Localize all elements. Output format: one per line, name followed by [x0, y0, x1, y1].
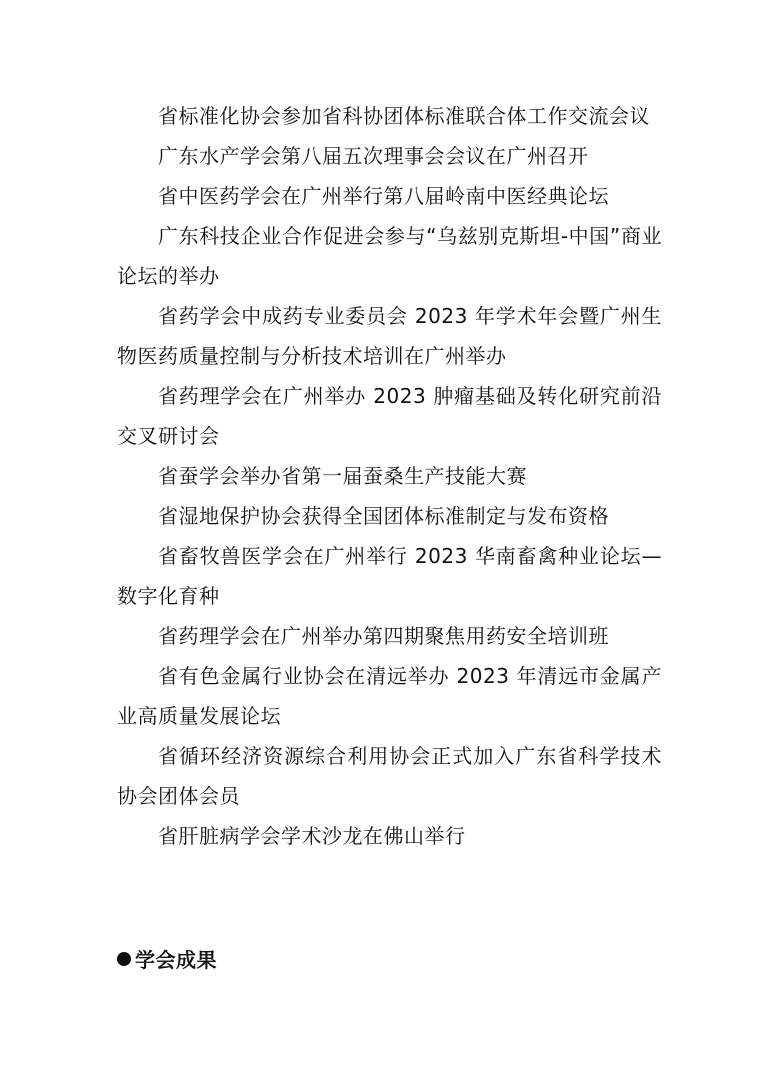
list-item: 省畜牧兽医学会在广州举行 2023 华南畜禽种业论坛—数字化育种	[117, 544, 662, 608]
list-item: 省肝脏病学会学术沙龙在佛山举行	[158, 824, 466, 848]
list-item: 省标准化协会参加省科协团体标准联合体工作交流会议	[158, 104, 650, 128]
list-item: 省药理学会在广州举办 2023 肿瘤基础及转化研究前沿交叉研讨会	[117, 384, 662, 448]
bullet-icon	[117, 952, 131, 966]
section-title: 学会成果	[135, 948, 217, 972]
news-list	[117, 96, 662, 856]
list-item: 省有色金属行业协会在清远举办 2023 年清远市金属产业高质量发展论坛	[117, 664, 662, 728]
section-heading	[117, 940, 217, 980]
list-item: 省药学会中成药专业委员会 2023 年学术年会暨广州生物医药质量控制与分析技术培训在广州举办	[117, 304, 662, 368]
list-item: 广东科技企业合作促进会参与“乌兹别克斯坦-中国”商业论坛的举办	[117, 224, 662, 288]
list-item: 省药理学会在广州举办第四期聚焦用药安全培训班	[158, 624, 609, 648]
list-item: 省中医药学会在广州举行第八届岭南中医经典论坛	[158, 184, 609, 208]
list-item: 省蚕学会举办省第一届蚕桑生产技能大赛	[158, 464, 527, 488]
list-item: 省湿地保护协会获得全国团体标准制定与发布资格	[158, 504, 609, 528]
list-item: 省循环经济资源综合利用协会正式加入广东省科学技术协会团体会员	[117, 744, 662, 808]
list-item: 广东水产学会第八届五次理事会会议在广州召开	[158, 144, 589, 168]
